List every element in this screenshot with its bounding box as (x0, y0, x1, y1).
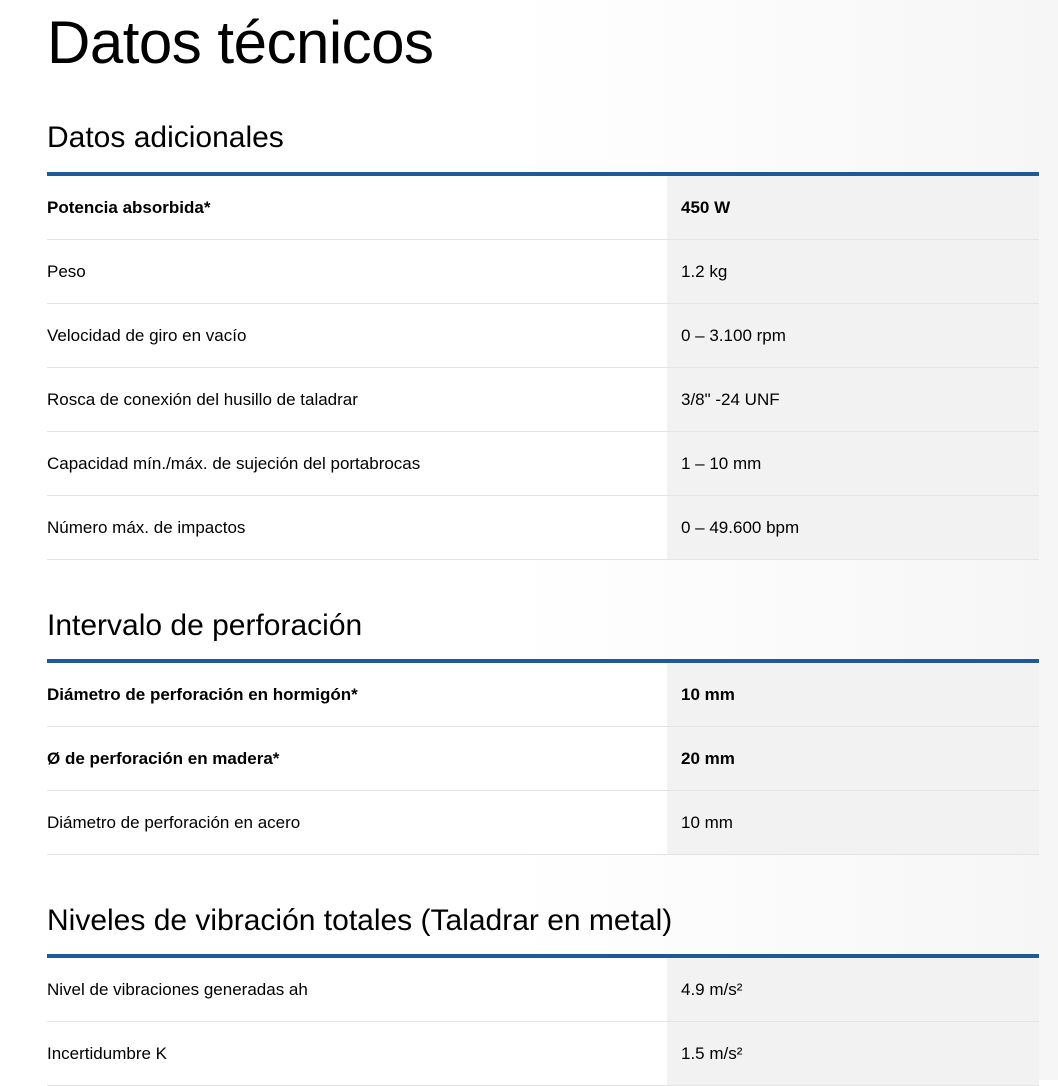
spec-row (47, 176, 1039, 240)
section-datos-adicionales (47, 108, 1039, 560)
spec-label: Diámetro de perforación en acero (47, 791, 667, 854)
spec-table (47, 172, 1039, 560)
spec-value: 10 mm (667, 663, 1039, 726)
spec-label: Rosca de conexión del husillo de taladrar (47, 368, 667, 431)
spec-value: 0 – 3.100 rpm (667, 304, 1039, 367)
spec-value: 3/8" -24 UNF (667, 368, 1039, 431)
spec-label: Nivel de vibraciones generadas ah (47, 958, 667, 1021)
spec-row (47, 958, 1039, 1022)
spec-value: 1 – 10 mm (667, 432, 1039, 495)
spec-value: 10 mm (667, 791, 1039, 854)
spec-value: 1.2 kg (667, 240, 1039, 303)
spec-label: Diámetro de perforación en hormigón* (47, 663, 667, 726)
section-title-text: Datos adicionales (47, 121, 284, 154)
spec-row (47, 304, 1039, 368)
spec-value: 20 mm (667, 727, 1039, 790)
page-title: Datos técnicos (47, 9, 434, 76)
spec-row (47, 663, 1039, 727)
spec-label: Ø de perforación en madera* (47, 727, 667, 790)
section-title-text: Intervalo de perforación (47, 609, 363, 642)
spec-value: 450 W (667, 176, 1039, 239)
section-title (47, 108, 1039, 172)
spec-value: 1.5 m/s² (667, 1022, 1039, 1085)
spec-row (47, 727, 1039, 791)
spec-label: Velocidad de giro en vacío (47, 304, 667, 367)
spec-row (47, 240, 1039, 304)
spec-label: Número máx. de impactos (47, 496, 667, 559)
section-intervalo-de-perforacion (47, 560, 1039, 855)
technical-data-panel (47, 0, 1039, 1086)
spec-value: 0 – 49.600 bpm (667, 496, 1039, 559)
spec-row (47, 1022, 1039, 1086)
spec-row (47, 496, 1039, 560)
section-title-text: Niveles de vibración totales (Taladrar en metal) (47, 904, 673, 937)
section-title (47, 855, 1039, 954)
spec-label: Capacidad mín./máx. de sujeción del portabrocas (47, 432, 667, 495)
section-title (47, 560, 1039, 659)
spec-value: 4.9 m/s² (667, 958, 1039, 1021)
section-niveles-de-vibracion (47, 855, 1039, 1086)
spec-table (47, 954, 1039, 1086)
spec-row (47, 432, 1039, 496)
spec-row (47, 368, 1039, 432)
spec-label: Peso (47, 240, 667, 303)
spec-label: Incertidumbre K (47, 1022, 667, 1085)
spec-row (47, 791, 1039, 855)
spec-table (47, 659, 1039, 855)
spec-label: Potencia absorbida* (47, 176, 667, 239)
